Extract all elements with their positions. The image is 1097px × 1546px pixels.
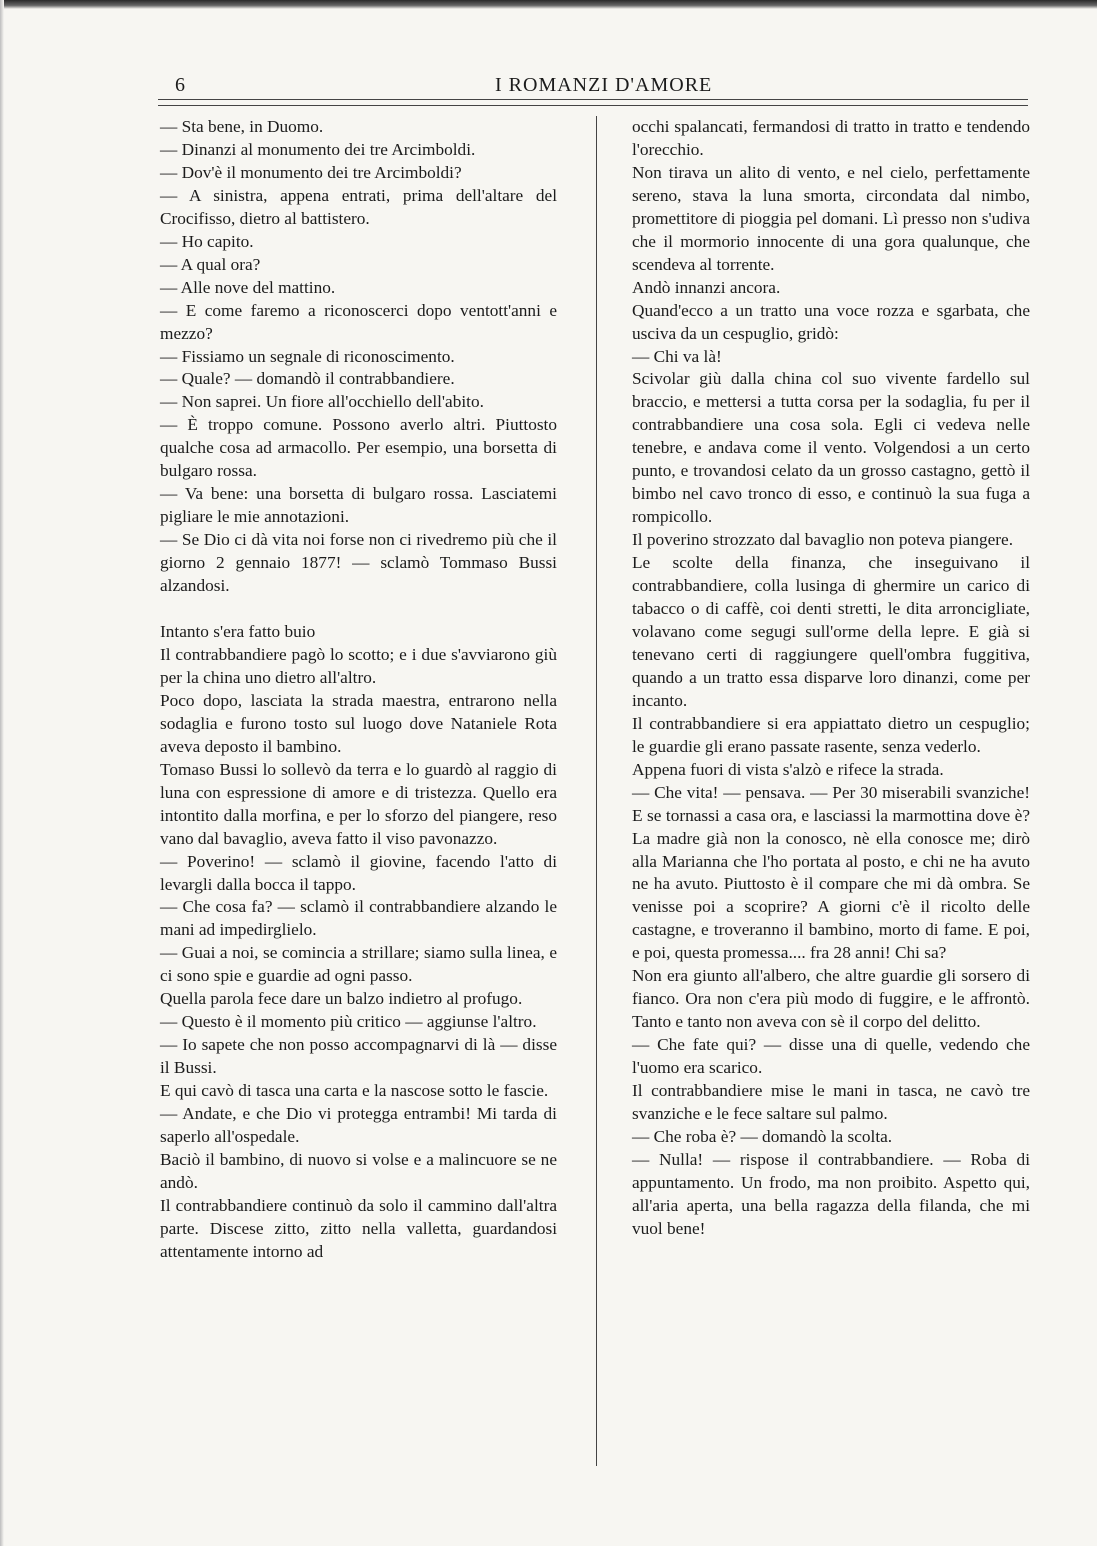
- paragraph: — E come faremo a riconoscerci dopo ventott'anni e mezzo?: [160, 300, 557, 343]
- paragraph: Il contrabbandiere pagò lo scotto; e i due s'avviarono giù per la china uno dietro all'altro.: [160, 644, 557, 687]
- paragraph: — Io sapete che non posso accompagnarvi di là — disse il Bussi.: [160, 1035, 557, 1078]
- scan-edge-top: [0, 0, 1097, 9]
- paragraph: — Alle nove del mattino.: [160, 277, 336, 297]
- paragraph: — Chi va là!: [632, 346, 722, 366]
- paragraph: — A qual ora?: [160, 254, 261, 274]
- paragraph: Scivolar giù dalla china col suo vivente fardello sul braccio, e mettersi a tutta corsa per la sodaglia, fu per il contrabbandiere una cosa sola. Egli ci vedeva nelle tenebre, e andava come il vento. Volgendosi a un certo punto, e trovandosi celato da un grosso castagno, gettò il bimbo nel cavo tronco di esso, e continuò la sua fuga a rompicollo.: [632, 369, 1030, 527]
- paragraph: — Ho capito.: [160, 231, 254, 251]
- paragraph: Appena fuori di vista s'alzò e rifece la strada.: [632, 759, 944, 779]
- paragraph: — Nulla! — rispose il contrabbandiere. — Roba di appuntamento. Un frodo, ma non proibito. Aspetto qui, all'aria aperta, una bella ragazza della filanda, che mi vuol bene!: [632, 1149, 1030, 1238]
- paragraph: Il contrabbandiere continuò da solo il cammino dall'altra parte. Discese zitto, zitto nella valletta, guardandosi attentamente intorno ad: [160, 1195, 557, 1261]
- paragraph: — A sinistra, appena entrati, prima dell'altare del Crocifisso, dietro al battistero.: [160, 185, 557, 228]
- paragraph: Andò innanzi ancora.: [632, 277, 781, 297]
- paragraph: Quella parola fece dare un balzo indietro al profugo.: [160, 989, 523, 1009]
- page-number: 6: [175, 74, 185, 96]
- paragraph: — Se Dio ci dà vita noi forse non ci rivedremo più che il giorno 2 gennaio 1877! — sclamò Tommaso Bussi alzandosi.: [160, 530, 557, 596]
- left-text-column: [160, 116, 557, 1264]
- paragraph: Le scolte della finanza, che inseguivano il contrabbandiere, colla lusinga di ghermire un carico di tabacco o di caffè, coi denti stretti, le dita arroncigliate, volavano come segugi sull'orme della lepre. E già si tenevano certi di raggiungere quell'ombra fuggitiva, quando a un tratto essa disparve loro dinanzi, come per incanto.: [632, 553, 1030, 710]
- right-text-column: [632, 116, 1030, 1241]
- paragraph: — Non saprei. Un fiore all'occhiello dell'abito.: [160, 392, 484, 412]
- paragraph: Non tirava un alito di vento, e nel cielo, perfettamente sereno, stava la luna smorta, circondata dal nimbo, promettitore di pioggia pel domani. Lì presso non s'udiva che il mormorio innocente di una gora qualunque, che scendeva al torrente.: [632, 162, 1030, 274]
- paragraph: Il contrabbandiere mise le mani in tasca, ne cavò tre svanziche e le fece saltare sul palmo.: [632, 1081, 1030, 1123]
- paragraph: — È troppo comune. Possono averlo altri. Piuttosto qualche cosa ad armacollo. Per esempio, una borsetta di bulgaro rossa.: [160, 415, 557, 481]
- paragraph: occhi spalancati, fermandosi di tratto in tratto e tendendo l'orecchio.: [632, 117, 1030, 159]
- paragraph: — Che roba è? — domandò la scolta.: [632, 1126, 893, 1146]
- paragraph: Poco dopo, lasciata la strada maestra, entrarono nella sodaglia e furono tosto sul luogo dove Nataniele Rota aveva deposto il bambino.: [160, 690, 557, 756]
- paragraph: Il contrabbandiere si era appiattato dietro un cespuglio; le guardie gli erano passate rasente, senza vederlo.: [632, 713, 1030, 756]
- paragraph: — Quale? — domandò il contrabbandiere.: [160, 369, 455, 389]
- paragraph: Quand'ecco a un tratto una voce rozza e sgarbata, che usciva da un cespuglio, gridò:: [632, 300, 1030, 343]
- column-divider: [596, 116, 597, 1466]
- paragraph: — Va bene: una borsetta di bulgaro rossa. Lasciatemi pigliare le mie annotazioni.: [160, 484, 557, 527]
- paragraph: — Questo è il momento più critico — aggiunse l'altro.: [160, 1012, 537, 1032]
- paragraph: — Sta bene, in Duomo.: [160, 117, 324, 136]
- paragraph: Tomaso Bussi lo sollevò da terra e lo guardò al raggio di luna con espressione di amore e di tristezza. Quello era intontito dalla morfina, e per lo sforzo del piangere, reso vano dal bavaglio, aveva fatto il viso pavonazzo.: [160, 759, 557, 848]
- paragraph: Intanto s'era fatto buio: [160, 622, 316, 642]
- paragraph: Baciò il bambino, di nuovo si volse e a malincuore se ne andò.: [160, 1149, 557, 1192]
- scan-edge-left: [0, 0, 4, 1546]
- header-rule: [158, 99, 1028, 106]
- paragraph: — Dinanzi al monumento dei tre Arcimboldi.: [160, 139, 476, 159]
- paragraph: — Poverino! — sclamò il giovine, facendo l'atto di levargli dalla bocca il tappo.: [160, 851, 557, 894]
- paragraph: — Che fate qui? — disse una di quelle, vedendo che l'uomo era scarico.: [632, 1035, 1030, 1078]
- paragraph: — Guai a noi, se comincia a strillare; siamo sulla linea, e ci sono spie e guardie ad ogni passo.: [160, 943, 557, 986]
- paragraph: Non era giunto all'albero, che altre guardie gli sorsero di fianco. Ora non c'era più modo di fuggire, e le affrontò. Tanto e tanto non aveva con sè il corpo del delitto.: [632, 966, 1030, 1032]
- paragraph: — Che vita! — pensava. — Per 30 miserabili svanziche! E se tornassi a casa ora, e lasciassi la marmottina dove è? La madre già non la conosco, nè ella conosce me; dirò alla Marianna che l'ho portata al posto, e chi ne ha avuto ne ha avuto. Piuttosto è il compare che mi dà ombra. Se venisse poi a scoprire? A giorni c'è il ricolto delle castagne, e troveranno il bambino, morto di fame. E poi, e poi, questa promessa.... fra 28 anni! Chi sa?: [632, 782, 1030, 963]
- paragraph: — Fissiamo un segnale di riconoscimento.: [160, 346, 455, 366]
- paragraph: — Dov'è il monumento dei tre Arcimboldi?: [160, 162, 462, 182]
- running-title: I ROMANZI D'AMORE: [495, 74, 713, 96]
- paragraph: Il poverino strozzato dal bavaglio non poteva piangere.: [632, 530, 1014, 550]
- paragraph: E qui cavò di tasca una carta e la nascose sotto le fascie.: [160, 1081, 549, 1101]
- paragraph: — Andate, e che Dio vi protegga entrambi! Mi tarda di saperlo all'ospedale.: [160, 1104, 557, 1146]
- paragraph: — Che cosa fa? — sclamò il contrabbandiere alzando le mani ad impedirglielo.: [160, 897, 557, 940]
